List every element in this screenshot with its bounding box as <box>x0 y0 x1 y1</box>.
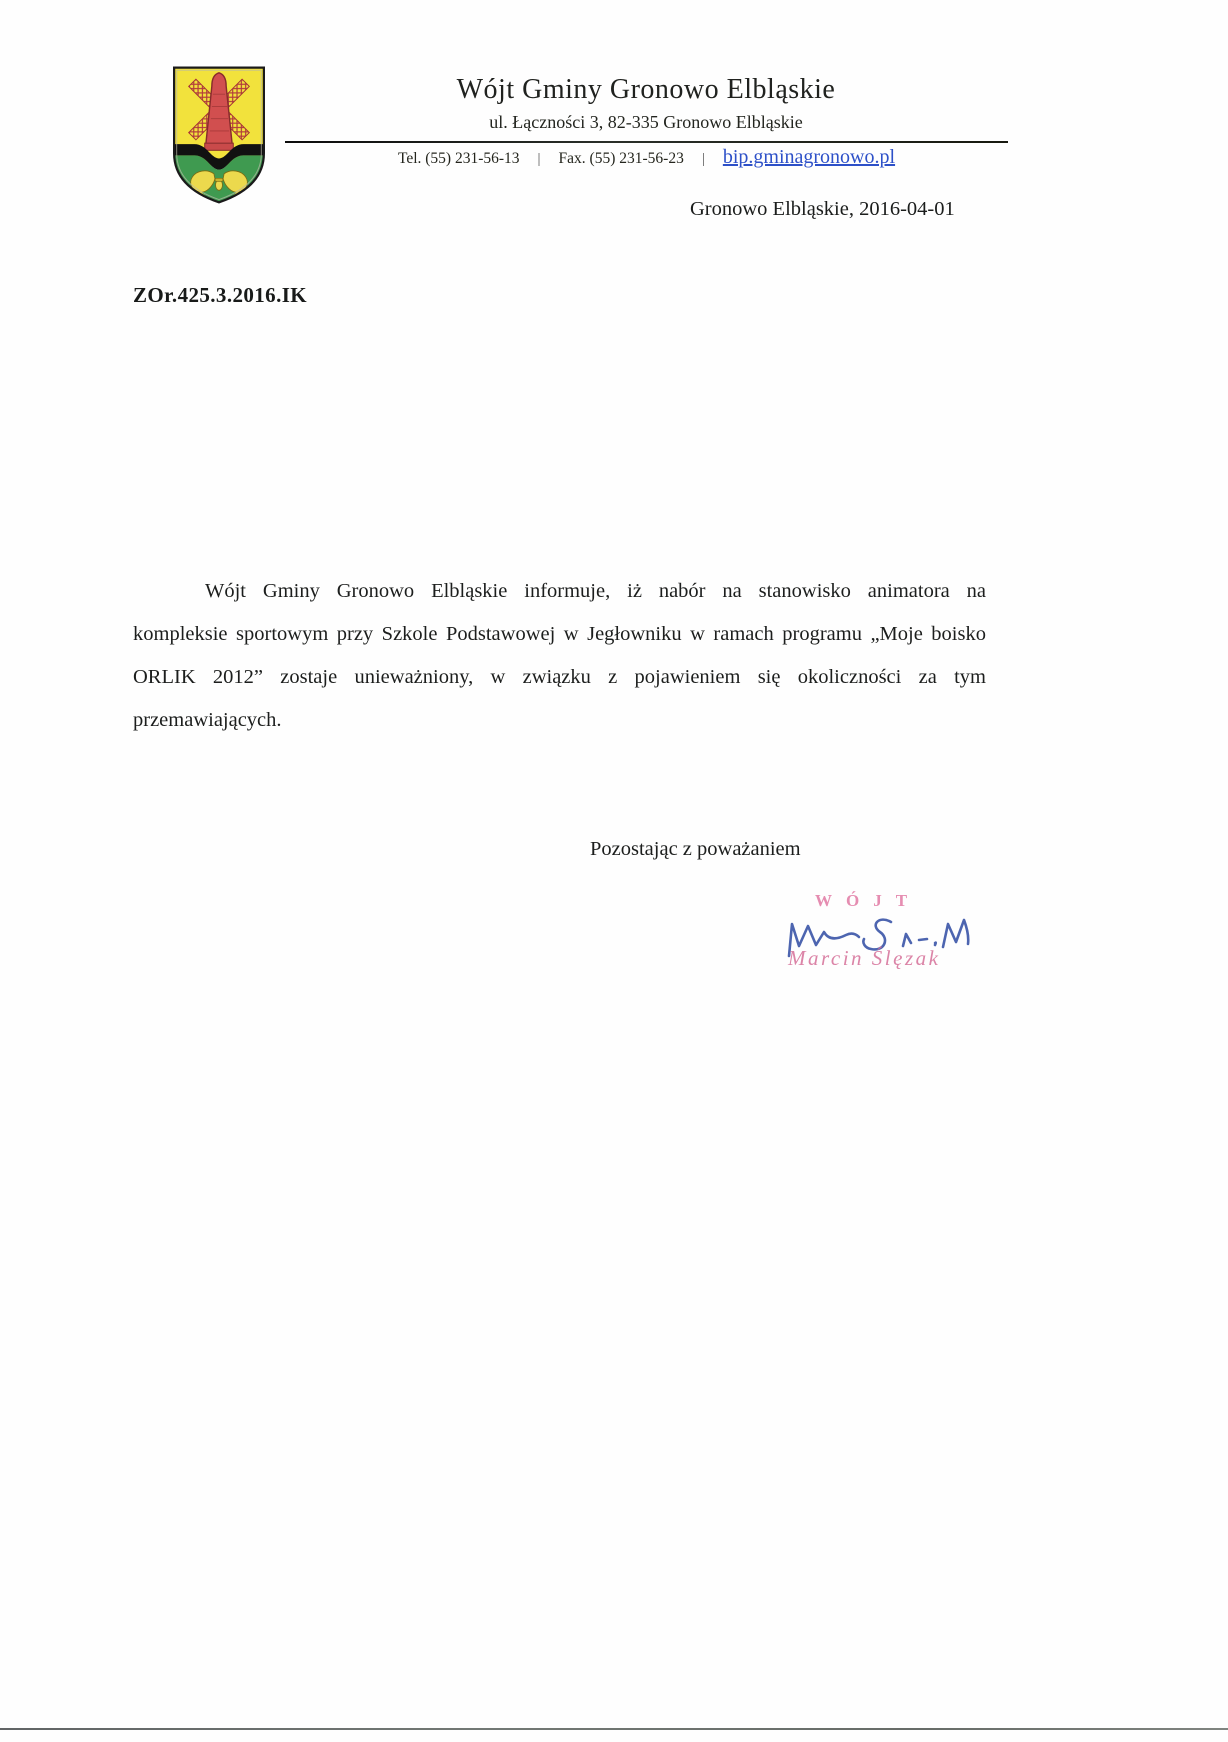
organization-title: Wójt Gminy Gronowo Elbląskie <box>456 74 836 105</box>
scan-edge-line <box>0 1728 1228 1730</box>
reference-number: ZOr.425.3.2016.IK <box>133 283 308 307</box>
place-and-date: Gronowo Elbląskie, 2016-04-01 <box>690 198 955 220</box>
organization-address: ul. Łączności 3, 82-335 Gronowo Elbląskie <box>489 112 803 132</box>
website-link[interactable]: bip.gminagronowo.pl <box>722 146 896 168</box>
telephone-number: Tel. (55) 231-56-13 <box>397 150 520 167</box>
contact-row <box>285 146 1008 169</box>
contact-separator: | <box>537 151 541 167</box>
mayor-title-stamp: WÓJT <box>815 891 922 910</box>
contact-separator: | <box>701 151 705 167</box>
letter-body-paragraph: Wójt Gminy Gronowo Elbląskie informuje, iż nabór na stanowisko animatora na kompleksie sportowym przy Szkole Podstawowej w Jegłowniku w ramach programu „Moje boisko ORLIK 2012” zostaje unieważniony, w związku z pojawieniem się okoliczności za tym przemawiających. <box>133 579 986 731</box>
closing-phrase: Pozostając z poważaniem <box>590 838 801 860</box>
signer-name-stamp: Marcin Ślęzak <box>788 946 941 970</box>
fax-number: Fax. (55) 231-56-23 <box>558 150 684 167</box>
letterhead-divider <box>285 141 1008 143</box>
letterhead <box>285 74 1007 133</box>
municipal-coat-of-arms-icon <box>168 62 270 208</box>
